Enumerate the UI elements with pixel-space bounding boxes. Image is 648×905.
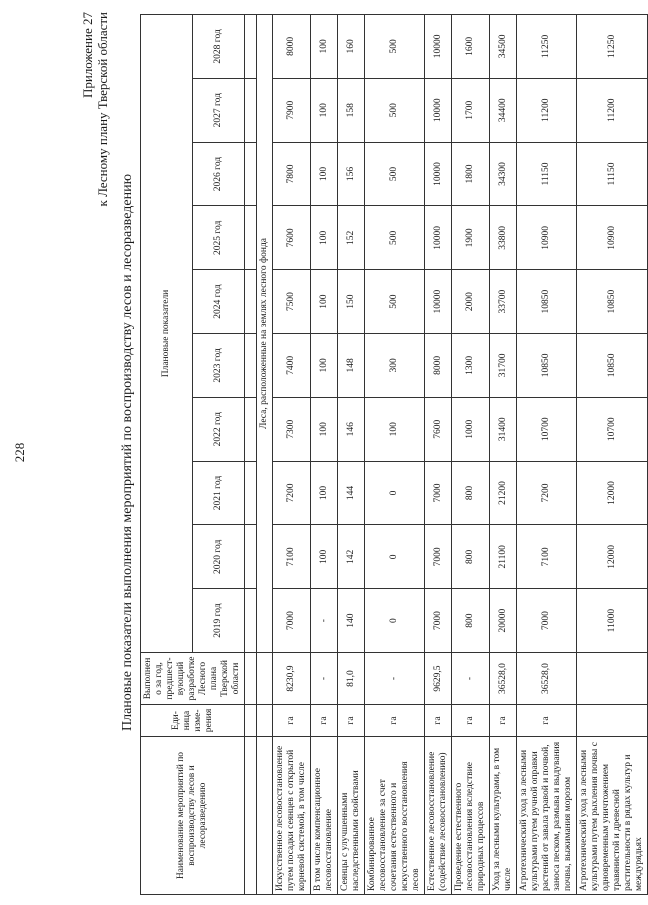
table-row	[577, 15, 648, 895]
header-planned: Плановые показатели	[141, 15, 193, 653]
header-done: Выполнено за год, предшест-вующий разработке Лесного плана Тверской области	[141, 653, 245, 705]
header-year: 2019 год	[193, 589, 245, 653]
row-done: -	[452, 653, 490, 705]
row-value: 11200	[577, 78, 648, 142]
row-value: 7000	[517, 589, 577, 653]
row-value: 10850	[577, 334, 648, 398]
row-value: 100	[311, 15, 338, 79]
table-row	[273, 15, 311, 895]
row-name: Естественное лесовосстановление (содействие лесовосстановлению)	[425, 737, 452, 895]
table-row	[338, 15, 365, 895]
row-value: 800	[452, 461, 490, 525]
row-value: 156	[338, 142, 365, 206]
row-unit: га	[490, 705, 517, 737]
row-value: 10000	[425, 15, 452, 79]
table-row	[452, 15, 490, 895]
row-value: 10900	[577, 206, 648, 270]
appendix-block	[80, 12, 110, 252]
row-value: 7300	[273, 397, 311, 461]
row-value: 0	[365, 525, 425, 589]
table-row	[365, 15, 425, 895]
row-value: 800	[452, 525, 490, 589]
column-numbers-row	[245, 15, 257, 895]
row-unit: га	[273, 705, 311, 737]
row-name: Агротехнический уход за лесными культурами путем ручной оправки растений от завала травой и почвой, заноса песком, размыва и выдувания почвы, выжимания морозом	[517, 737, 577, 895]
row-done: 81,0	[338, 653, 365, 705]
row-name: Искусственное лесовосстановление путем посадки сеянцев с открытой корневой системой, в том числе	[273, 737, 311, 895]
table-row	[311, 15, 338, 895]
row-name: В том числе компенсационное лесовосстановление	[311, 737, 338, 895]
row-value: 10700	[577, 397, 648, 461]
row-done: 8230,9	[273, 653, 311, 705]
row-value: 7100	[517, 525, 577, 589]
row-value: 7000	[425, 461, 452, 525]
row-value: 11200	[517, 78, 577, 142]
row-value: 33800	[490, 206, 517, 270]
row-value: 7200	[273, 461, 311, 525]
row-value: 7000	[425, 525, 452, 589]
row-value: 142	[338, 525, 365, 589]
row-value: 21200	[490, 461, 517, 525]
row-value: 12000	[577, 461, 648, 525]
row-value: 8000	[425, 334, 452, 398]
row-name: Агротехнический уход за лесными культурами путем рыхления почвы с одновременным уничтожением травянистой и древесной растительности в рядах культур и междурядьях	[577, 737, 648, 895]
row-value: 158	[338, 78, 365, 142]
row-value: 0	[365, 461, 425, 525]
page-number: 228	[12, 442, 27, 463]
row-value: 1000	[452, 397, 490, 461]
header-unit: Еди-ница изме-рения	[141, 705, 245, 737]
row-value: 10850	[517, 270, 577, 334]
table-row	[517, 15, 577, 895]
row-value: 31400	[490, 397, 517, 461]
row-value: 100	[365, 397, 425, 461]
row-value: 10850	[577, 270, 648, 334]
row-value: 10000	[425, 206, 452, 270]
row-unit	[577, 705, 648, 737]
row-value: 146	[338, 397, 365, 461]
header-year: 2028 год	[193, 15, 245, 79]
row-value: 152	[338, 206, 365, 270]
row-value: 500	[365, 78, 425, 142]
row-value: 1300	[452, 334, 490, 398]
row-value: 10000	[425, 270, 452, 334]
row-unit: га	[365, 705, 425, 737]
row-done: 36528,0	[517, 653, 577, 705]
row-value: 150	[338, 270, 365, 334]
row-value: 0	[365, 589, 425, 653]
row-value: 31700	[490, 334, 517, 398]
row-value: 1700	[452, 78, 490, 142]
row-value: 7000	[273, 589, 311, 653]
header-year: 2023 год	[193, 334, 245, 398]
appendix-line-1: Приложение 27	[80, 12, 95, 99]
row-value: 7500	[273, 270, 311, 334]
row-done: -	[311, 653, 338, 705]
row-unit: га	[338, 705, 365, 737]
header-year: 2026 год	[193, 142, 245, 206]
row-value: 21100	[490, 525, 517, 589]
row-value: 12000	[577, 525, 648, 589]
row-value: 10850	[517, 334, 577, 398]
row-value: 7900	[273, 78, 311, 142]
row-value: 800	[452, 589, 490, 653]
row-value: 100	[311, 206, 338, 270]
row-value: 7100	[273, 525, 311, 589]
row-value: 160	[338, 15, 365, 79]
row-value: 500	[365, 15, 425, 79]
row-value: 7000	[425, 589, 452, 653]
row-value: 34300	[490, 142, 517, 206]
row-value: 7400	[273, 334, 311, 398]
row-value: 11150	[577, 142, 648, 206]
row-value: 100	[311, 78, 338, 142]
row-unit: га	[425, 705, 452, 737]
row-unit: га	[452, 705, 490, 737]
row-unit: га	[311, 705, 338, 737]
row-unit: га	[517, 705, 577, 737]
row-value: 11250	[517, 15, 577, 79]
row-value: 144	[338, 461, 365, 525]
row-value: 100	[311, 270, 338, 334]
header-year: 2022 год	[193, 397, 245, 461]
row-value: 10900	[517, 206, 577, 270]
section-label: Леса, расположенные на землях лесного фонда	[257, 15, 273, 653]
table-row	[490, 15, 517, 895]
row-done: 9629,5	[425, 653, 452, 705]
document-title: Плановые показатели выполнения мероприятий по воспроизводству лесов и лесоразведению	[120, 173, 135, 732]
row-value: 8000	[273, 15, 311, 79]
row-done	[577, 653, 648, 705]
row-value: 34400	[490, 78, 517, 142]
plan-table	[140, 14, 648, 895]
row-value: 100	[311, 397, 338, 461]
row-value: 7600	[273, 206, 311, 270]
row-value: -	[311, 589, 338, 653]
row-value: 500	[365, 142, 425, 206]
header-year: 2024 год	[193, 270, 245, 334]
section-row	[257, 15, 273, 895]
row-value: 10000	[425, 142, 452, 206]
row-value: 100	[311, 334, 338, 398]
row-done: 36528,0	[490, 653, 517, 705]
header-year: 2020 год	[193, 525, 245, 589]
row-value: 11250	[577, 15, 648, 79]
row-name: Проведение естественного лесовосстановления вследствие природных процессов	[452, 737, 490, 895]
table-row	[425, 15, 452, 895]
row-value: 1600	[452, 15, 490, 79]
row-value: 7600	[425, 397, 452, 461]
row-value: 300	[365, 334, 425, 398]
row-value: 100	[311, 525, 338, 589]
row-value: 100	[311, 461, 338, 525]
row-value: 1900	[452, 206, 490, 270]
header-year: 2021 год	[193, 461, 245, 525]
row-value: 7200	[517, 461, 577, 525]
row-value: 34500	[490, 15, 517, 79]
row-value: 11000	[577, 589, 648, 653]
row-value: 2000	[452, 270, 490, 334]
header-row-1	[141, 15, 193, 895]
row-value: 20000	[490, 589, 517, 653]
row-name: Комбинированное лесовосстановление за счет сочетания естественного и искусственного восстановления лесов	[365, 737, 425, 895]
row-name: Сеянцы с улучшенными наследственными свойствами	[338, 737, 365, 895]
row-value: 500	[365, 270, 425, 334]
row-value: 33700	[490, 270, 517, 334]
appendix-line-2: к Лесному плану Тверской области	[95, 12, 110, 207]
row-value: 500	[365, 206, 425, 270]
header-name: Наименование мероприятий по воспроизводству лесов и лесоразведению	[141, 737, 245, 895]
row-value: 11150	[517, 142, 577, 206]
row-value: 10000	[425, 78, 452, 142]
row-value: 7800	[273, 142, 311, 206]
row-done: -	[365, 653, 425, 705]
header-year: 2025 год	[193, 206, 245, 270]
header-year: 2027 год	[193, 78, 245, 142]
row-value: 100	[311, 142, 338, 206]
row-value: 1800	[452, 142, 490, 206]
row-value: 140	[338, 589, 365, 653]
row-value: 148	[338, 334, 365, 398]
row-name: Уход за лесными культурами, в том числе	[490, 737, 517, 895]
row-value: 10700	[517, 397, 577, 461]
